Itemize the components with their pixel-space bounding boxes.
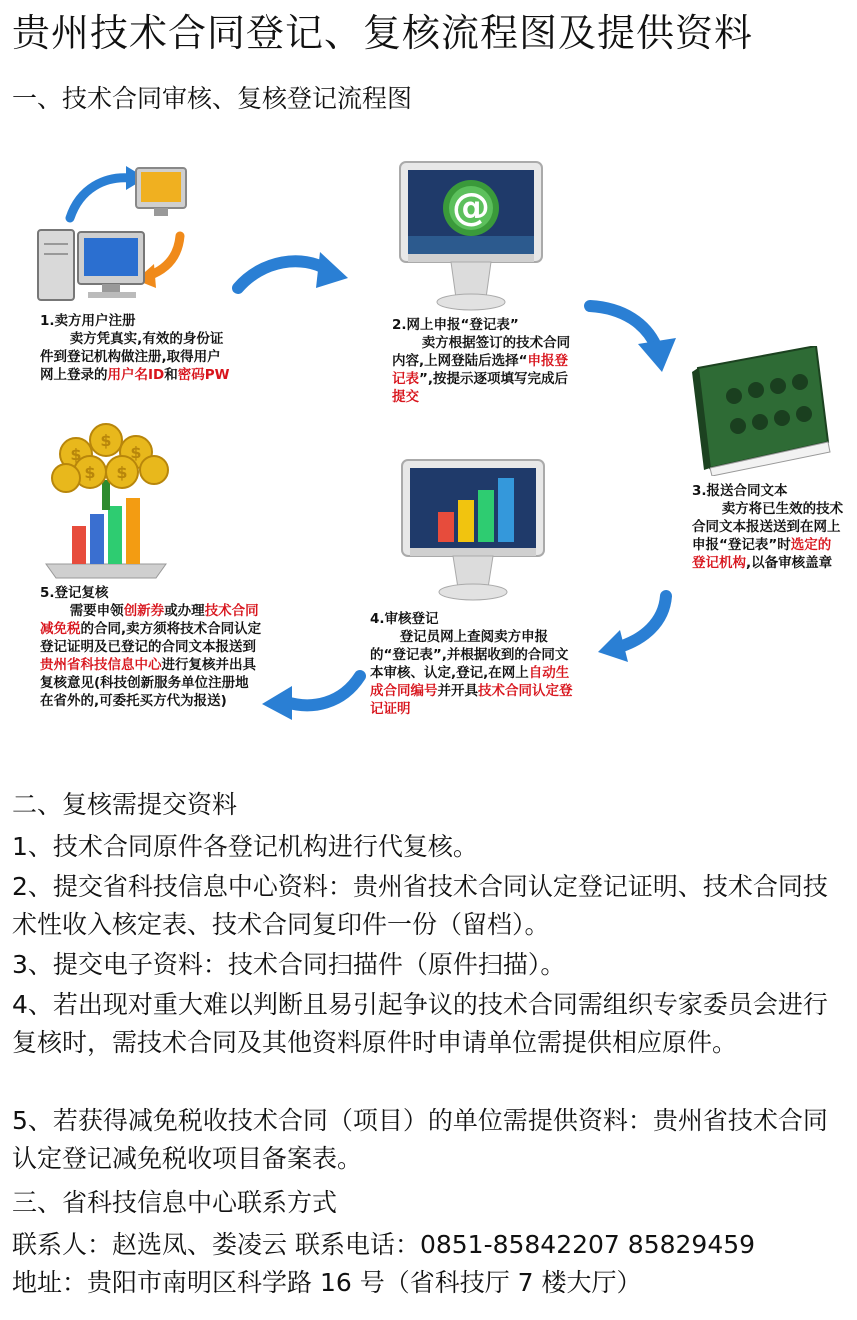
flow-step-3 bbox=[692, 482, 844, 572]
flow-step-1-part-1: 卖方凭真实,有效的身份证件到登记机构做注册,取得用户网上登录的 bbox=[40, 331, 224, 383]
flow-step-2-text bbox=[392, 335, 570, 405]
svg-text:@: @ bbox=[452, 185, 490, 229]
flow-step-4 bbox=[370, 610, 576, 718]
flow-step-2-part-2: 申报登记表 bbox=[392, 353, 569, 387]
flow-step-3-part-3: ,以备审核盖章 bbox=[746, 555, 833, 571]
flow-step-4-part-3: 并开具 bbox=[437, 683, 478, 699]
flow-step-1-part-2: 用户名ID bbox=[107, 367, 165, 383]
flow-step-3-text bbox=[692, 501, 843, 571]
page-title: 贵州技术合同登记、复核流程图及提供资料 bbox=[12, 11, 754, 55]
contact-line: 联系人：赵选凤、娄凌云 联系电话：0851-85842207 85829459 bbox=[12, 1230, 756, 1259]
flow-step-5-part-5: 的合同,卖方须将技术合同认定登记证明及已登记的合同文本报送到 bbox=[40, 621, 262, 655]
svg-text:$: $ bbox=[84, 463, 96, 482]
flow-step-3-heading: 3.报送合同文本 bbox=[692, 483, 788, 499]
flow-step-4-part-2: 自动生成合同编号 bbox=[370, 665, 570, 699]
section-2-item-2: 2、提交省科技信息中心资料：贵州省技术合同认定登记证明、技术合同技术性收入核定表、技术合同复印件一份（留档）。 bbox=[12, 872, 828, 939]
flow-step-2-part-3: ”,按提示逐项填写完成后 bbox=[419, 371, 569, 387]
flow-step-1-part-4: 密码PW bbox=[177, 367, 230, 383]
flow-step-1 bbox=[40, 312, 230, 384]
bar-chart-monitor-icon bbox=[398, 456, 548, 606]
coins-chart-icon bbox=[36, 414, 176, 582]
svg-text:$: $ bbox=[100, 431, 112, 450]
svg-text:$: $ bbox=[130, 443, 142, 462]
flow-step-5 bbox=[40, 584, 262, 710]
green-book-icon bbox=[678, 346, 838, 476]
flow-step-2-heading: 2.网上申报“登记表” bbox=[392, 317, 519, 333]
flow-arrow-4-icon bbox=[258, 664, 368, 724]
section-2-heading: 二、复核需提交资料 bbox=[12, 790, 238, 819]
section-2-item-5: 5、若获得减免税收技术合同（项目）的单位需提供资料：贵州省技术合同认定登记减免税收项目备案表。 bbox=[12, 1106, 828, 1173]
flow-step-2-part-4: 提交 bbox=[392, 389, 419, 405]
flow-step-5-part-1: 需要申领 bbox=[69, 603, 124, 619]
flow-step-1-heading: 1.卖方用户注册 bbox=[40, 313, 136, 329]
section-2-item-4: 4、若出现对重大难以判断且易引起争议的技术合同需组织专家委员会进行复核时，需技术合同及其他资料原件时申请单位需提供相应原件。 bbox=[12, 990, 828, 1057]
flow-step-4-part-1: 登记员网上查阅卖方申报的“登记表”,并根据收到的合同文本审核、认定,登记,在网上 bbox=[370, 629, 569, 681]
flow-step-5-part-4: 技术合同减免税 bbox=[40, 603, 259, 637]
flow-step-5-part-3: 或办理 bbox=[164, 603, 205, 619]
flow-arrow-2-icon bbox=[584, 294, 684, 374]
flow-step-4-text bbox=[370, 629, 573, 717]
flow-step-4-heading: 4.审核登记 bbox=[370, 611, 439, 627]
section-3-heading: 三、省科技信息中心联系方式 bbox=[12, 1188, 338, 1217]
section-2-item-1: 1、技术合同原件各登记机构进行代复核。 bbox=[12, 832, 478, 861]
flow-step-5-part-7: 进行复核并出具复核意见(科技创新服务单位注册地在省外的,可委托买方代为报送) bbox=[40, 657, 256, 709]
flow-step-5-text bbox=[40, 603, 261, 709]
flow-step-3-part-1: 卖方将已生效的技术合同文本报送送到在网上申报“登记表”时 bbox=[692, 501, 844, 553]
flow-arrow-1-icon bbox=[232, 244, 352, 304]
flow-step-1-part-3: 和 bbox=[164, 367, 178, 383]
computer-user-icon bbox=[30, 158, 200, 308]
flow-step-5-heading: 5.登记复核 bbox=[40, 585, 109, 601]
flow-step-5-part-2: 创新券 bbox=[123, 603, 165, 619]
flow-step-4-part-4: 技术合同认定登记证明 bbox=[370, 683, 573, 717]
svg-text:$: $ bbox=[116, 463, 128, 482]
section-1-heading: 一、技术合同审核、复核登记流程图 bbox=[12, 84, 413, 113]
address-line: 地址：贵阳市南明区科学路 16 号（省科技厅 7 楼大厅） bbox=[12, 1268, 642, 1297]
email-at-monitor-icon bbox=[396, 158, 546, 318]
flow-step-2 bbox=[392, 316, 574, 406]
flow-step-5-part-6: 贵州省科技信息中心 bbox=[40, 657, 162, 673]
flow-step-2-part-1: 卖方根据签订的技术合同内容,上网登陆后选择“ bbox=[392, 335, 571, 369]
flow-step-3-part-2: 选定的登记机构 bbox=[692, 537, 832, 571]
flow-step-1-text bbox=[40, 331, 230, 383]
section-2-item-3: 3、提交电子资料：技术合同扫描件（原件扫描）。 bbox=[12, 950, 566, 979]
flow-arrow-3-icon bbox=[594, 586, 684, 666]
svg-text:$: $ bbox=[70, 445, 82, 464]
